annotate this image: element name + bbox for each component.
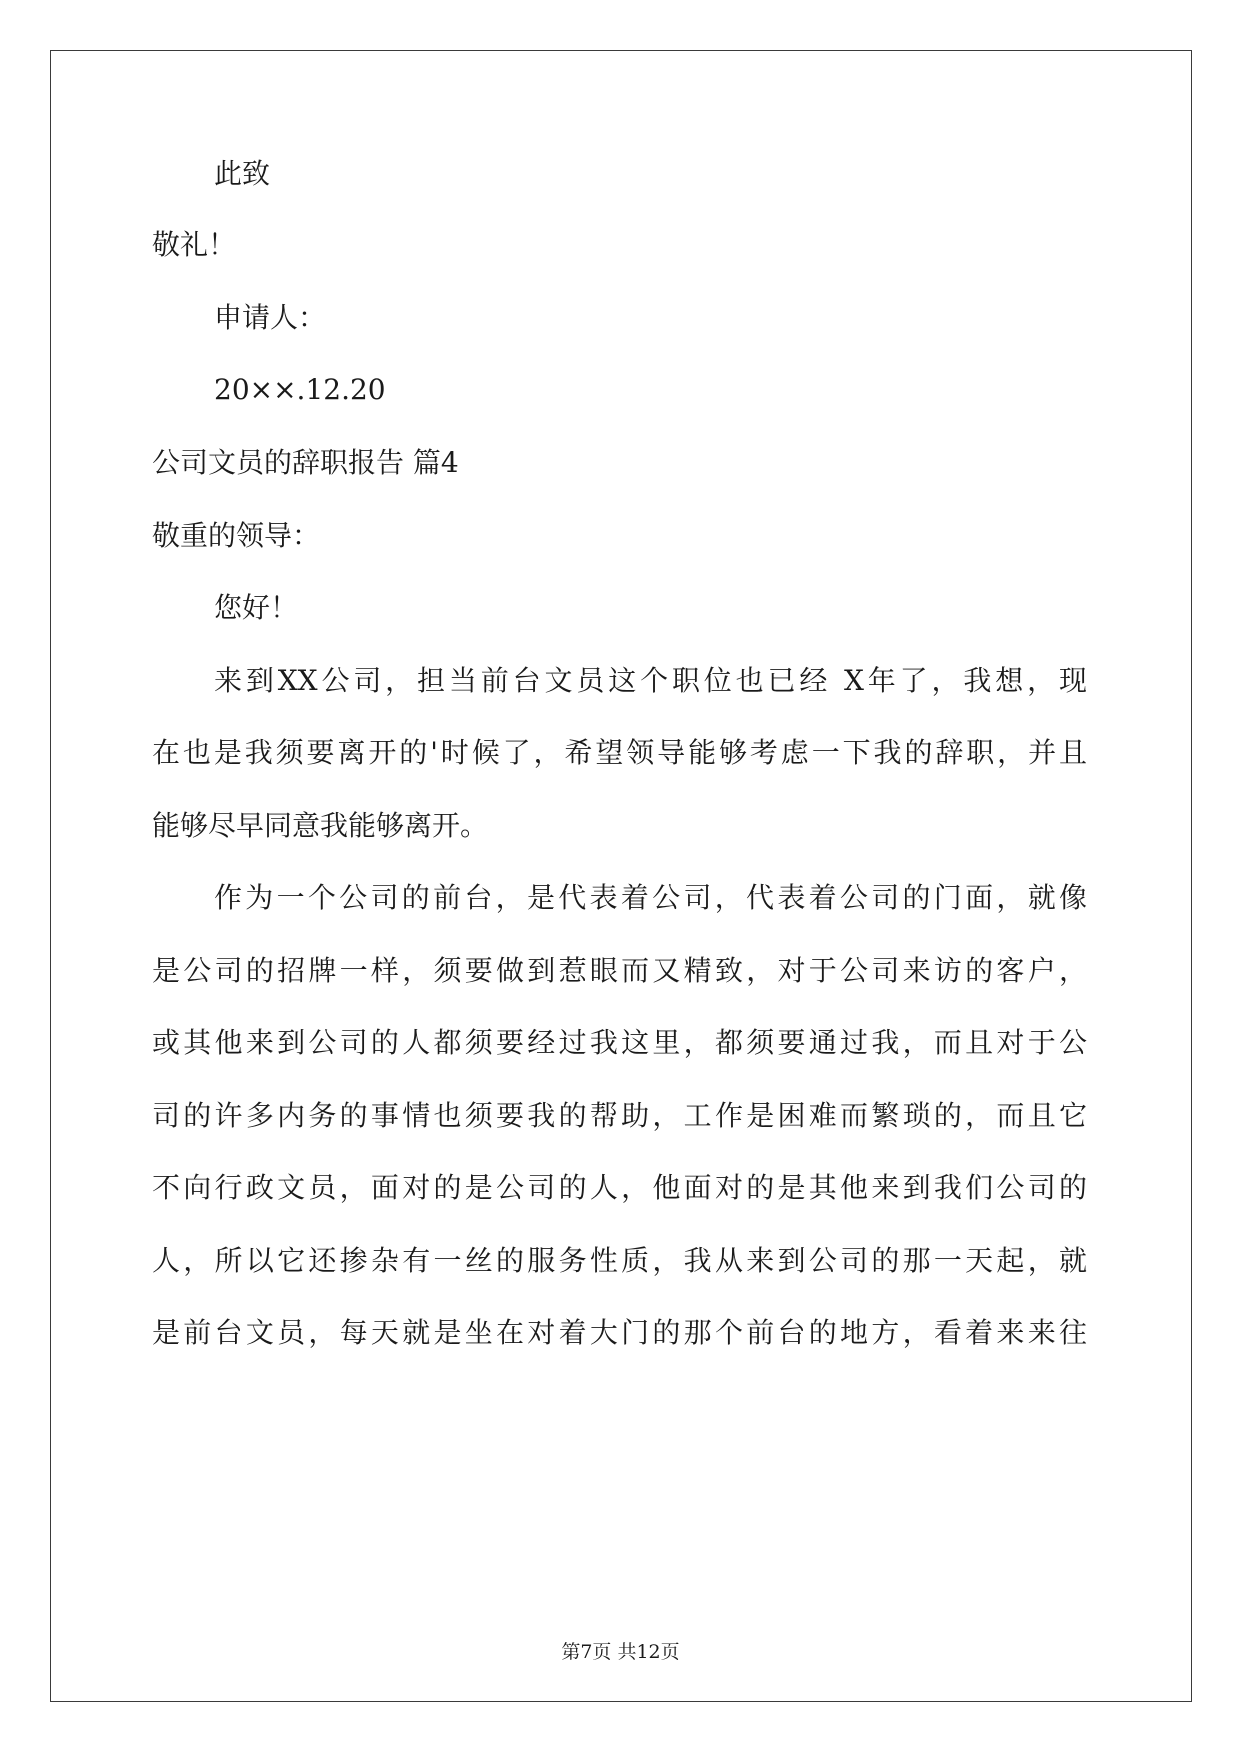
paragraph-line: 或其他来到公司的人都须要经过我这里，都须要通过我，而且对于公: [152, 1026, 1087, 1059]
paragraph-line: 作为一个公司的前台，是代表着公司，代表着公司的门面，就像: [214, 881, 1087, 914]
closing-salutation: 此致: [214, 157, 271, 190]
paragraph-line: 来到XX公司，担当前台文员这个职位也已经 X年了，我想，现: [214, 664, 1087, 697]
paragraph-line: 人，所以它还掺杂有一丝的服务性质，我从来到公司的那一天起，就: [152, 1244, 1087, 1277]
paragraph-line: 是前台文员，每天就是坐在对着大门的那个前台的地方，看着来来往: [152, 1316, 1087, 1349]
page-number: 第7页 共12页: [561, 1641, 680, 1663]
greeting: 您好！: [214, 591, 299, 624]
section-title: 公司文员的辞职报告 篇4: [152, 446, 459, 479]
closing-regards: 敬礼！: [152, 228, 237, 261]
letter-date: 20××.12.20: [214, 373, 386, 406]
paragraph-line: 能够尽早同意我能够离开。: [152, 809, 489, 842]
paragraph-line: 是公司的招牌一样，须要做到惹眼而又精致，对于公司来访的客户，: [152, 954, 1087, 987]
paragraph-line: 在也是我须要离开的'时候了，希望领导能够考虑一下我的辞职，并且: [152, 736, 1087, 769]
paragraph-line: 不向行政文员，面对的是公司的人，他面对的是其他来到我们公司的: [152, 1171, 1087, 1204]
addressee: 敬重的领导：: [152, 519, 321, 552]
paragraph-line: 司的许多内务的事情也须要我的帮助，工作是困难而繁琐的，而且它: [152, 1099, 1087, 1132]
applicant-label: 申请人：: [214, 301, 327, 334]
